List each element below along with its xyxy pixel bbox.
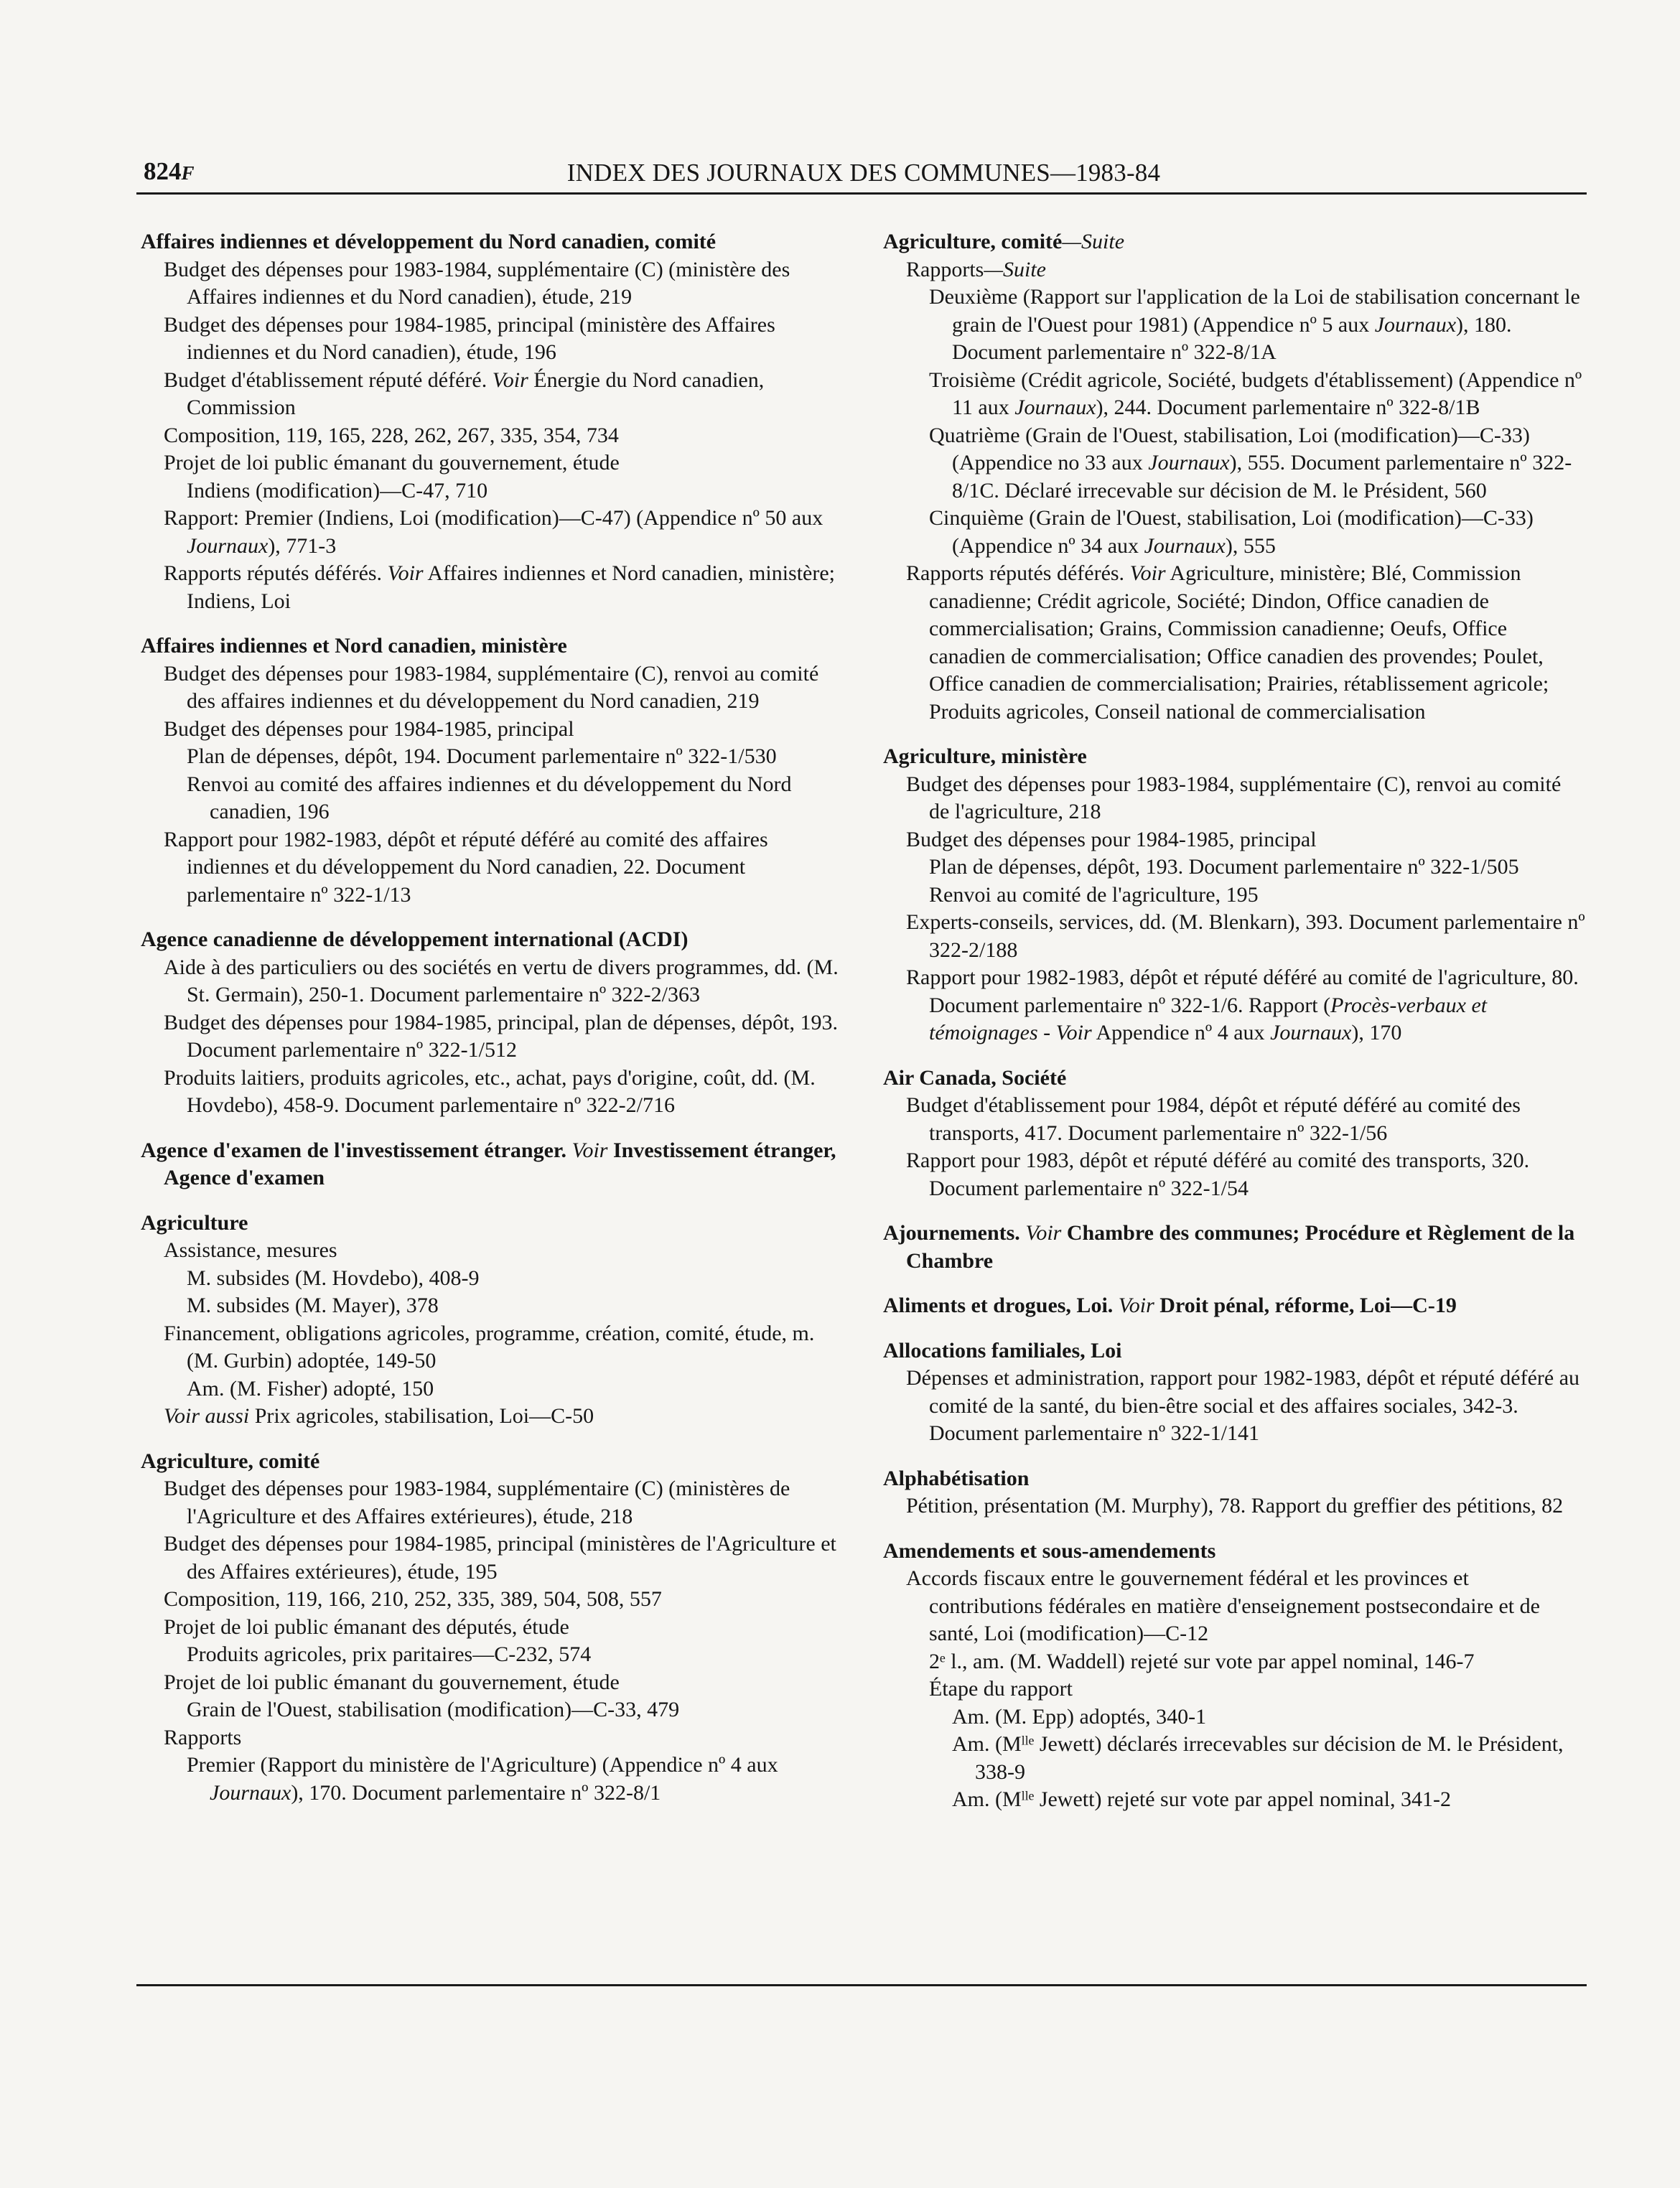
index-entry xyxy=(141,1448,851,1808)
text-segment: Prix agricoles, stabilisation, Loi—C-50 xyxy=(249,1404,594,1428)
subentry-line xyxy=(141,716,851,744)
entry-heading xyxy=(141,1448,851,1476)
subentry-line xyxy=(883,1565,1587,1648)
entry-heading xyxy=(141,926,851,954)
entry-heading xyxy=(883,1292,1587,1320)
subentry-line xyxy=(883,284,1587,367)
text-segment: —Suite xyxy=(984,257,1046,281)
index-entry xyxy=(883,1538,1587,1814)
text-segment: Projet de loi public émanant du gouvernement, étude xyxy=(164,1670,620,1694)
subentry-line xyxy=(141,560,851,615)
subentry-line xyxy=(141,660,851,716)
subentry-line xyxy=(883,854,1587,882)
entry-heading xyxy=(141,1210,851,1238)
subentry-line xyxy=(883,964,1587,1047)
text-segment: Renvoi au comité de l'agriculture, 195 xyxy=(929,882,1259,907)
index-entry xyxy=(883,1337,1587,1448)
entry-heading xyxy=(883,1337,1587,1365)
text-segment: Journaux xyxy=(210,1780,291,1805)
text-segment: Procès-verbaux et témoignages - Voir xyxy=(929,993,1488,1044)
text-segment: Rapport pour 1983, dépôt et réputé déféré au comité des transports, 320. Document parlementaire nº 322-1/54 xyxy=(906,1149,1530,1200)
text-segment: Budget des dépenses pour 1983-1984, supplémentaire (C), renvoi au comité de l'agriculture, 218 xyxy=(906,772,1562,823)
text-segment: Budget des dépenses pour 1983-1984, supplémentaire (C), renvoi au comité des affaires indiennes et du développement du Nord canadien, 219 xyxy=(164,661,819,713)
entry-heading xyxy=(141,228,851,256)
text-segment: Plan de dépenses, dépôt, 194. Document parlementaire nº 322-1/530 xyxy=(187,744,777,768)
index-entry xyxy=(141,1137,851,1192)
index-column-left xyxy=(141,228,851,1824)
text-segment: Renvoi au comité des affaires indiennes et du développement du Nord canadien, 196 xyxy=(187,772,792,823)
heading-text: Agence canadienne de développement international (ACDI) xyxy=(141,927,689,951)
text-segment: Énergie du Nord canadien, Commission xyxy=(187,368,765,419)
page-header xyxy=(144,152,1584,191)
text-segment: Am. (Mˡˡᵉ Jewett) déclarés irrecevables sur décision de M. le Président, 338-9 xyxy=(952,1732,1564,1784)
subentry-line xyxy=(883,882,1587,910)
footer-rule xyxy=(136,1984,1587,1986)
subentry-line xyxy=(141,1586,851,1614)
text-segment: Premier (Rapport du ministère de l'Agriculture) (Appendice nº 4 aux xyxy=(187,1753,778,1777)
text-segment: Dépenses et administration, rapport pour 1982-1983, dépôt et réputé déféré au comité de la santé, du bien-être social et des affaires sociales, 342-3. Document parlementaire nº 322-1/141 xyxy=(906,1366,1580,1445)
text-segment: Produits laitiers, produits agricoles, etc., achat, pays d'origine, coût, dd. (M. Hovdebo), 458-9. Document parlementaire nº 322-2/716 xyxy=(164,1065,816,1117)
heading-text: Ajournements. xyxy=(883,1221,1020,1245)
subentry-line xyxy=(141,1641,851,1669)
entry-heading xyxy=(141,632,851,660)
text-segment: Voir xyxy=(571,1138,608,1162)
text-segment: Deuxième (Rapport sur l'application de la Loi de stabilisation concernant le grain de l'Ouest pour 1981) (Appendice nº 5 aux xyxy=(929,285,1580,337)
text-segment: Budget des dépenses pour 1984-1985, principal, plan de dépenses, dépôt, 193. Document parlementaire nº 322-1/512 xyxy=(164,1010,838,1062)
text-segment: Voir aussi xyxy=(164,1404,250,1428)
subentry-line xyxy=(141,1403,851,1431)
subentry-line xyxy=(883,256,1587,284)
subentry-line xyxy=(141,954,851,1009)
subentry-line xyxy=(883,1703,1587,1731)
entry-heading xyxy=(883,743,1587,771)
subentry-line xyxy=(883,1786,1587,1814)
index-entry xyxy=(883,1465,1587,1520)
text-segment: Produits agricoles, prix paritaires—C-232, 574 xyxy=(187,1642,592,1666)
subentry-line xyxy=(883,1648,1587,1676)
subentry-line xyxy=(883,1492,1587,1520)
subentry-line xyxy=(141,826,851,910)
entry-heading xyxy=(883,1220,1587,1275)
heading-text: Agriculture, comité xyxy=(883,230,1063,253)
text-segment: Voir xyxy=(492,368,528,392)
text-segment: Budget d'établissement pour 1984, dépôt et réputé déféré au comité des transports, 417. Document parlementaire nº 322-1/56 xyxy=(906,1093,1521,1145)
subentry-line xyxy=(141,1292,851,1320)
running-title: INDEX DES JOURNAUX DES COMMUNES—1983-84 xyxy=(566,158,1161,187)
text-segment: Indiens (modification)—C-47, 710 xyxy=(187,478,488,502)
subentry-line xyxy=(141,771,851,826)
entry-heading xyxy=(883,1065,1587,1093)
subentry-line xyxy=(141,1320,851,1375)
text-segment: Rapports réputés déférés. xyxy=(906,561,1130,585)
index-entry xyxy=(883,1292,1587,1320)
text-segment: Composition, 119, 165, 228, 262, 267, 335, 354, 734 xyxy=(164,423,619,447)
heading-text: Allocations familiales, Loi xyxy=(883,1338,1122,1362)
subentry-line xyxy=(883,505,1587,560)
text-segment: Investissement étranger, Agence d'examen xyxy=(164,1138,836,1189)
heading-text: Air Canada, Société xyxy=(883,1065,1067,1090)
text-segment: ), 555. Document parlementaire nº 322-8/1C. Déclaré irrecevable sur décision de M. le Président, 560 xyxy=(952,451,1572,502)
subentry-line xyxy=(883,367,1587,422)
text-segment: Chambre des communes; Procédure et Règlement de la Chambre xyxy=(906,1221,1575,1273)
heading-text: Agriculture, comité xyxy=(141,1449,320,1473)
index-column-right xyxy=(883,228,1587,1831)
text-segment: Accords fiscaux entre le gouvernement fédéral et les provinces et contributions fédérales en matière d'enseignement postsecondaire et de santé, Loi (modification)—C-12 xyxy=(906,1566,1540,1645)
text-segment: Journaux xyxy=(1148,451,1230,474)
subentry-line xyxy=(883,1675,1587,1703)
text-segment: Aide à des particuliers ou des sociétés en vertu de divers programmes, dd. (M. St. Germain), 250-1. Document parlementaire nº 322-2/363 xyxy=(164,955,839,1006)
text-segment: Voir xyxy=(1129,561,1166,585)
text-segment: Troisième (Crédit agricole, Société, budgets d'établissement) (Appendice nº 11 aux xyxy=(929,368,1582,419)
text-segment: Budget des dépenses pour 1984-1985, principal xyxy=(164,716,574,741)
subentry-line xyxy=(883,1147,1587,1202)
subentry-line xyxy=(141,256,851,312)
subentry-line xyxy=(141,477,851,505)
subentry-line xyxy=(141,1752,851,1807)
entry-heading xyxy=(883,1538,1587,1566)
entry-heading xyxy=(883,228,1587,256)
text-segment xyxy=(1113,1294,1119,1317)
subentry-line xyxy=(883,1092,1587,1147)
text-segment: ), 170 xyxy=(1351,1021,1402,1044)
subentry-line xyxy=(883,422,1587,505)
subentry-line xyxy=(141,1614,851,1642)
text-segment: Budget des dépenses pour 1984-1985, principal (ministères de l'Agriculture et des Affaires extérieures), étude, 195 xyxy=(164,1532,836,1584)
text-segment: —Suite xyxy=(1062,230,1125,253)
heading-text: Aliments et drogues, Loi. xyxy=(883,1294,1114,1317)
text-segment: Affaires indiennes et Nord canadien, ministère; Indiens, Loi xyxy=(187,561,836,613)
text-segment: Rapports réputés déférés. xyxy=(164,561,388,585)
index-entry xyxy=(141,1210,851,1431)
subentry-line xyxy=(141,743,851,771)
text-segment: ), 771-3 xyxy=(268,533,337,558)
text-segment: M. subsides (M. Mayer), 378 xyxy=(187,1294,439,1317)
text-segment: Quatrième (Grain de l'Ouest, stabilisation, Loi (modification)—C-33) (Appendice no 33 aux xyxy=(929,423,1530,474)
text-segment: Budget des dépenses pour 1984-1985, principal xyxy=(906,827,1317,851)
subentry-line xyxy=(141,1530,851,1586)
index-entry xyxy=(883,1220,1587,1275)
text-segment: Appendice nº 4 aux xyxy=(1091,1021,1271,1044)
subentry-line xyxy=(883,909,1587,964)
index-entry xyxy=(883,228,1587,726)
text-segment: Am. (Mˡˡᵉ Jewett) rejeté sur vote par appel nominal, 341-2 xyxy=(952,1787,1451,1811)
text-segment: ), 170. Document parlementaire nº 322-8/1 xyxy=(291,1780,661,1805)
text-segment: Budget d'établissement réputé déféré. xyxy=(164,368,493,392)
text-segment: Droit pénal, réforme, Loi—C-19 xyxy=(1154,1294,1457,1317)
index-entry xyxy=(141,926,851,1120)
subentry-line xyxy=(141,1724,851,1752)
text-segment: Voir xyxy=(1118,1294,1154,1317)
subentry-line xyxy=(883,826,1587,854)
text-segment: Composition, 119, 166, 210, 252, 335, 389, 504, 508, 557 xyxy=(164,1587,662,1611)
text-segment: Journaux xyxy=(1144,533,1226,558)
subentry-line xyxy=(883,1365,1587,1448)
index-entry xyxy=(141,632,851,909)
heading-text: Affaires indiennes et développement du Nord canadien, comité xyxy=(141,230,717,253)
text-segment: Experts-conseils, services, dd. (M. Blenkarn), 393. Document parlementaire nº 322-2/188 xyxy=(906,910,1585,962)
index-entry xyxy=(883,743,1587,1047)
text-segment: Rapports xyxy=(164,1725,242,1749)
text-segment: Budget des dépenses pour 1983-1984, supplémentaire (C) (ministère des Affaires indiennes et du Nord canadien), étude, 219 xyxy=(164,257,790,309)
text-segment: Rapport: Premier (Indiens, Loi (modification)—C-47) (Appendice nº 50 aux xyxy=(164,506,823,530)
text-segment: Plan de dépenses, dépôt, 193. Document parlementaire nº 322-1/505 xyxy=(929,855,1519,879)
text-segment: Voir xyxy=(1025,1221,1062,1245)
text-segment: Cinquième (Grain de l'Ouest, stabilisation, Loi (modification)—C-33) (Appendice nº 34 aux xyxy=(929,506,1534,558)
subentry-line xyxy=(883,771,1587,826)
subentry-line xyxy=(141,1375,851,1403)
subentry-line xyxy=(141,505,851,560)
text-segment: Am. (M. Fisher) adopté, 150 xyxy=(187,1376,434,1401)
text-segment: Journaux xyxy=(1374,312,1457,337)
text-segment: Journaux xyxy=(1270,1021,1352,1044)
text-segment: M. subsides (M. Hovdebo), 408-9 xyxy=(187,1266,480,1290)
subentry-line xyxy=(883,560,1587,726)
subentry-line xyxy=(141,1696,851,1724)
heading-text: Affaires indiennes et Nord canadien, ministère xyxy=(141,634,567,658)
page-number: 824F xyxy=(144,156,195,185)
text-segment: Financement, obligations agricoles, programme, création, comité, étude, m. (M. Gurbin) adoptée, 149-50 xyxy=(164,1321,815,1373)
text-segment: Pétition, présentation (M. Murphy), 78. Rapport du greffier des pétitions, 82 xyxy=(906,1494,1564,1518)
subentry-line xyxy=(141,1475,851,1530)
text-segment: Rapports xyxy=(906,257,984,281)
entry-heading xyxy=(141,1137,851,1192)
entry-heading xyxy=(883,1465,1587,1493)
text-segment: 2ᵉ l., am. (M. Waddell) rejeté sur vote par appel nominal, 146-7 xyxy=(929,1649,1475,1673)
text-segment: Journaux xyxy=(1014,396,1096,419)
subentry-line xyxy=(141,1065,851,1120)
text-segment: Étape du rapport xyxy=(929,1677,1073,1701)
text-segment: Grain de l'Ouest, stabilisation (modification)—C-33, 479 xyxy=(187,1698,680,1721)
header-rule xyxy=(136,192,1587,195)
subentry-line xyxy=(141,1237,851,1265)
subentry-line xyxy=(141,1669,851,1697)
subentry-line xyxy=(141,312,851,367)
text-segment: Budget des dépenses pour 1983-1984, supplémentaire (C) (ministères de l'Agriculture et des Affaires extérieures), étude, 218 xyxy=(164,1477,790,1528)
subentry-line xyxy=(883,1731,1587,1786)
text-segment: Journaux xyxy=(187,533,269,558)
text-segment: Projet de loi public émanant du gouvernement, étude xyxy=(164,451,620,474)
index-entry xyxy=(141,228,851,615)
text-segment: Voir xyxy=(387,561,424,585)
text-segment: Rapport pour 1982-1983, dépôt et réputé déféré au comité de l'agriculture, 80. Document parlementaire nº 322-1/6. Rapport ( xyxy=(906,966,1579,1017)
heading-text: Agriculture, ministère xyxy=(883,744,1087,768)
text-segment: Am. (M. Epp) adoptés, 340-1 xyxy=(952,1704,1207,1729)
text-segment: Rapport pour 1982-1983, dépôt et réputé déféré au comité des affaires indiennes et du développement du Nord canadien, 22. Document parlementaire nº 322-1/13 xyxy=(164,827,768,907)
text-segment: Agriculture, ministère; Blé, Commission canadienne; Crédit agricole, Société; Dindon, Office canadien de commercialisation; Grains, Commission canadienne; Oeufs, Office canadien de commercialisation; Office canadien des provendes; Poulet, Office canadien de commercialisation; Prairies, rétablissement agricole; Produits agricoles, Conseil national de commercialisation xyxy=(929,561,1549,724)
index-entry xyxy=(883,1065,1587,1203)
text-segment: Budget des dépenses pour 1984-1985, principal (ministère des Affaires indiennes et du Nord canadien), étude, 196 xyxy=(164,312,775,364)
subentry-line xyxy=(141,1265,851,1293)
text-segment: ), 180. Document parlementaire nº 322-8/1A xyxy=(952,312,1512,364)
text-segment: ), 244. Document parlementaire nº 322-8/1B xyxy=(1096,396,1480,419)
subentry-line xyxy=(141,1009,851,1065)
subentry-line xyxy=(141,367,851,422)
subentry-line xyxy=(141,449,851,477)
text-segment: ), 555 xyxy=(1225,533,1276,558)
heading-text: Alphabétisation xyxy=(883,1466,1030,1490)
heading-text: Agence d'examen de l'investissement étranger. xyxy=(141,1138,566,1162)
subentry-line xyxy=(141,422,851,450)
heading-text: Amendements et sous-amendements xyxy=(883,1538,1216,1563)
text-segment: Assistance, mesures xyxy=(164,1238,337,1262)
heading-text: Agriculture xyxy=(141,1210,248,1235)
text-segment: Projet de loi public émanant des députés, étude xyxy=(164,1614,569,1639)
